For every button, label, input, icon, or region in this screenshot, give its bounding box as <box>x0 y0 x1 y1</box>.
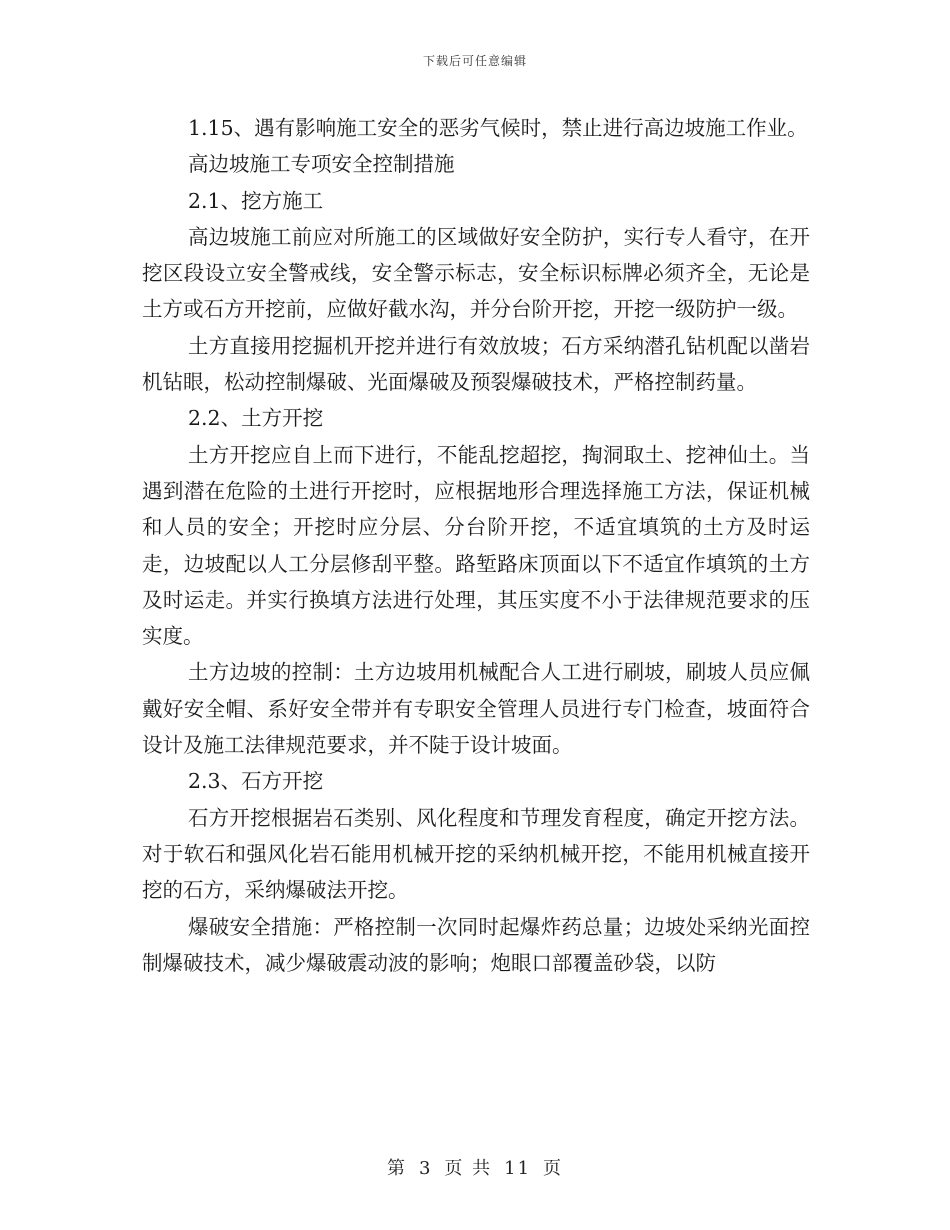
paragraph-earth-excavation: 土方开挖应自上而下进行，不能乱挖超挖，掏洞取土、挖神仙土。当遇到潜在危险的土进行开挖时，应根据地形合理选择施工方法，保证机械和人员的安全；开挖时应分层、分台阶开挖，不适宜填筑的土方及时运走，边坡配以人工分层修刮平整。路堑路床顶面以下不适宜作填筑的土方及时运走。并实行换填方法进行处理，其压实度不小于法律规范要求的压实度。 <box>142 442 810 649</box>
paragraph-blasting-safety: 爆破安全措施：严格控制一次同时起爆炸药总量；边坡处采纳光面控制爆破技术，减少爆破震动波的影响；炮眼口部覆盖砂袋，以防 <box>142 914 810 975</box>
total-pages: 11 <box>504 1158 532 1179</box>
document-body <box>142 110 810 981</box>
footer-middle: 页 共 <box>444 1158 493 1179</box>
page-header: 下载后可任意编辑 <box>422 54 527 68</box>
paragraph-rock-excavation: 石方开挖根据岩石类别、风化程度和节理发育程度，确定开挖方法。对于软石和强风化岩石能用机械开挖的采纳机械开挖，不能用机械直接开挖的石方，采纳爆破法开挖。 <box>142 805 810 903</box>
page-footer <box>0 1154 950 1180</box>
subheading-2-1: 2.1、挖方施工 <box>188 188 324 213</box>
paragraph-slope-control: 土方边坡的控制：土方边坡用机械配合人工进行刷坡，刷坡人员应佩戴好安全帽、系好安全带并有专职安全管理人员进行专门检查，坡面符合设计及施工法律规范要求，并不陡于设计坡面。 <box>142 660 810 758</box>
paragraph-excavation-protection: 高边坡施工前应对所施工的区域做好安全防护，实行专人看守，在开挖区段设立安全警戒线，安全警示标志，安全标识标牌必须齐全，无论是土方或石方开挖前，应做好截水沟，并分台阶开挖，开挖一级防护一级。 <box>142 224 810 322</box>
footer-suffix: 页 <box>543 1158 564 1179</box>
subheading-2-2: 2.2、土方开挖 <box>188 406 324 431</box>
page-number: 3 <box>418 1158 433 1179</box>
footer-prefix: 第 <box>386 1158 407 1179</box>
paragraph-excavation-method: 土方直接用挖掘机开挖并进行有效放坡；石方采纳潜孔钻机配以凿岩机钻眼，松动控制爆破、光面爆破及预裂爆破技术，严格控制药量。 <box>142 333 810 395</box>
paragraph-1-15: 1.15、遇有影响施工安全的恶劣气候时，禁止进行高边坡施工作业。 <box>188 116 808 140</box>
section-heading: 高边坡施工专项安全控制措施 <box>188 152 455 177</box>
subheading-2-3: 2.3、石方开挖 <box>188 769 324 794</box>
